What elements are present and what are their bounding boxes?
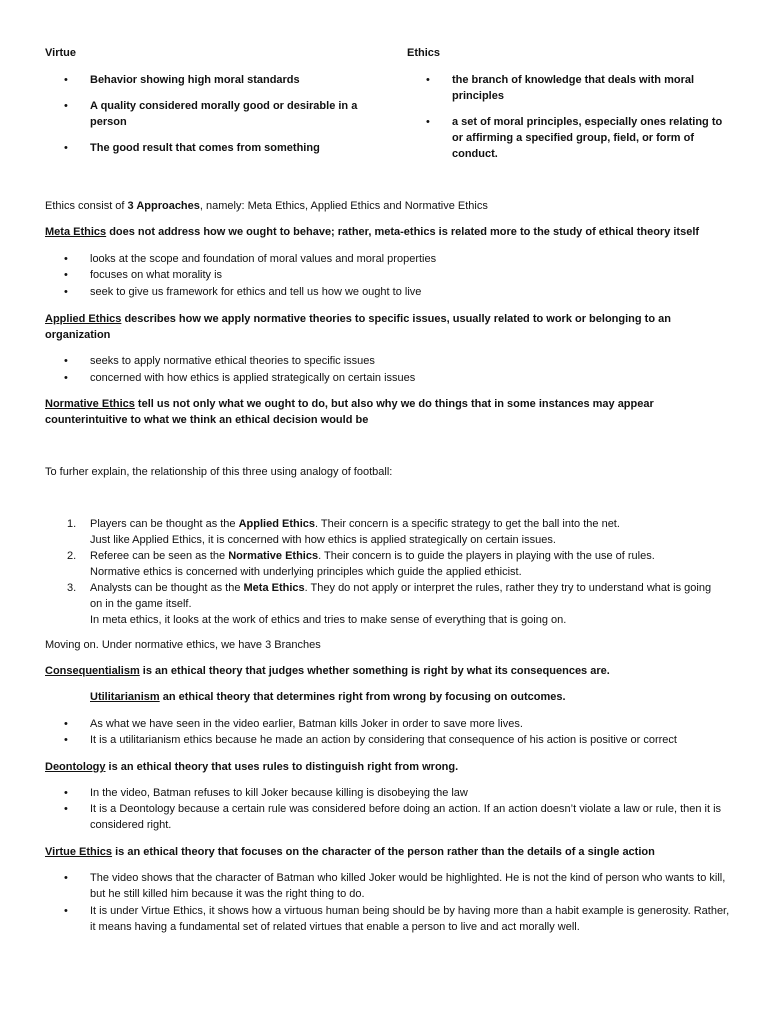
bullet-icon: •	[426, 116, 430, 128]
list-item-text: the branch of knowledge that deals with moral principles	[452, 74, 695, 102]
definition-text: an ethical theory that determines right from wrong by focusing on outcomes.	[159, 691, 566, 703]
list-item-text: concerned with how ethics is applied strategically on certain issues	[90, 372, 416, 384]
bullet-icon: •	[64, 803, 68, 815]
text-run-bold: Applied Ethics	[238, 518, 316, 530]
definition-text: is an ethical theory that focuses on the character of the person rather than the details of a single action	[112, 846, 655, 858]
bullet-icon: •	[64, 253, 68, 265]
list-item-text: A quality considered morally good or desirable in a person	[90, 100, 358, 128]
text-run: Referee can be seen as the	[90, 550, 229, 562]
bullet-icon: •	[64, 718, 68, 730]
list-item-text: focuses on what morality is	[90, 269, 223, 281]
consequentialism-definition	[45, 663, 735, 679]
definition-text: is an ethical theory that judges whether something is right by what its consequences are.	[139, 665, 610, 677]
meta-ethics-definition	[45, 224, 735, 240]
deontology-definition	[45, 759, 735, 775]
item-text	[90, 548, 720, 580]
list-item-text: a set of moral principles, especially ones relating to or affirming a specified group, field, or form of conduct.	[452, 116, 723, 160]
list-item-text: seek to give us framework for ethics and tell us how we ought to live	[90, 286, 422, 298]
list-item-text: looks at the scope and foundation of moral values and moral properties	[90, 253, 437, 265]
list-item-text: In the video, Batman refuses to kill Joker because killing is disobeying the law	[90, 787, 468, 799]
bullet-icon: •	[64, 142, 68, 154]
text-run: . Their concern is to guide the players in playing with the use of rules.	[318, 550, 655, 562]
list-item-text: It is under Virtue Ethics, it shows how a virtuous human being should be by having more than a habit example is generosity. Rather, it means having a fundamental set of related virtues that enable a person to live and act morally well.	[90, 905, 730, 933]
item-extra-text: Just like Applied Ethics, it is concerned with how ethics is applied strategically on certain issues.	[90, 534, 556, 546]
list-item-text: Behavior showing high moral standards	[90, 74, 300, 86]
utilitarianism-definition	[90, 689, 730, 705]
text-run: Ethics consist of	[45, 200, 128, 212]
list-item-text: The good result that comes from something	[90, 142, 320, 154]
item-extra-text: Normative ethics is concerned with underlying principles which guide the applied ethicist.	[90, 566, 522, 578]
term-virtue-ethics: Virtue Ethics	[45, 846, 113, 858]
ethics-heading: Ethics	[407, 47, 441, 59]
moving-on-paragraph: Moving on. Under normative ethics, we have 3 Branches	[45, 639, 321, 651]
list-item-text: It is a utilitarianism ethics because he made an action by considering that consequence of his action is positive or correct	[90, 734, 677, 746]
text-run-bold: 3 Approaches	[127, 200, 200, 212]
bullet-icon: •	[64, 286, 68, 298]
virtue-heading: Virtue	[45, 47, 76, 59]
text-run-bold: Normative Ethics	[228, 550, 319, 562]
virtue-ethics-definition	[45, 844, 735, 860]
text-run: . Their concern is a specific strategy to get the ball into the net.	[315, 518, 620, 530]
term-utilitarianism: Utilitarianism	[90, 691, 160, 703]
item-number: 1.	[67, 518, 77, 530]
bullet-icon: •	[64, 269, 68, 281]
bullet-icon: •	[64, 372, 68, 384]
football-intro: To furher explain, the relationship of this three using analogy of football:	[45, 466, 393, 478]
definition-text: describes how we apply normative theories to specific issues, usually related to work or belonging to an organization	[45, 313, 671, 341]
term-meta-ethics: Meta Ethics	[45, 226, 107, 238]
item-number: 2.	[67, 550, 77, 562]
text-run: , namely: Meta Ethics, Applied Ethics and Normative Ethics	[199, 200, 488, 212]
text-run: Analysts can be thought as the	[90, 582, 244, 594]
text-run-bold: Meta Ethics	[243, 582, 305, 594]
term-deontology: Deontology	[45, 761, 106, 773]
definition-text: is an ethical theory that uses rules to distinguish right from wrong.	[105, 761, 459, 773]
bullet-icon: •	[426, 74, 430, 86]
term-applied-ethics: Applied Ethics	[45, 313, 122, 325]
bullet-icon: •	[64, 100, 68, 112]
term-consequentialism: Consequentialism	[45, 665, 140, 677]
text-run: Players can be thought as the	[90, 518, 239, 530]
normative-ethics-definition	[45, 396, 675, 428]
bullet-icon: •	[64, 74, 68, 86]
bullet-icon: •	[64, 734, 68, 746]
list-item-text: The video shows that the character of Batman who killed Joker would be highlighted. He is not the kind of person who wants to kill, but he still killed him because it was the right thing to do.	[90, 872, 726, 900]
bullet-icon: •	[64, 872, 68, 884]
bullet-icon: •	[64, 787, 68, 799]
list-item-text: As what we have seen in the video earlier, Batman kills Joker in order to save more lives.	[90, 718, 523, 730]
item-text	[90, 580, 720, 628]
list-item-text: It is a Deontology because a certain rule was considered before doing an action. If an action doesn’t violate a law or rule, then it is considered right.	[90, 803, 722, 831]
definition-text: does not address how we ought to behave; rather, meta-ethics is related more to the study of ethical theory itself	[106, 226, 700, 238]
bullet-icon: •	[64, 355, 68, 367]
item-extra-text: In meta ethics, it looks at the work of ethics and tries to make sense of everything that is going on.	[90, 614, 567, 626]
item-text	[90, 516, 720, 548]
bullet-icon: •	[64, 905, 68, 917]
text-run: . They do not apply or interpret the rules, rather they try to understand what is going on in the game itself.	[90, 582, 712, 610]
applied-ethics-definition	[45, 311, 685, 343]
term-normative-ethics: Normative Ethics	[45, 398, 135, 410]
approaches-paragraph	[45, 198, 735, 214]
definition-text: tell us not only what we ought to do, but also why we do things that in some instances may appear counterintuitive to what we think an ethical decision would be	[45, 398, 654, 426]
item-number: 3.	[67, 582, 77, 594]
list-item-text: seeks to apply normative ethical theories to specific issues	[90, 355, 375, 367]
